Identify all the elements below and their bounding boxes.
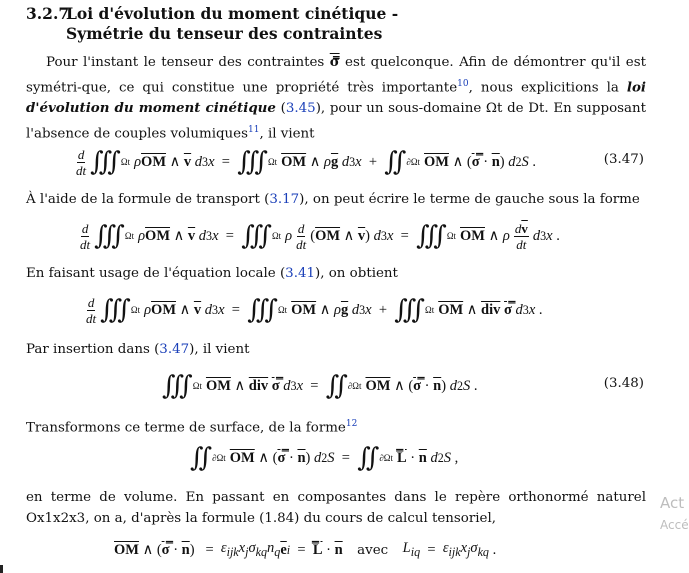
footnote-ref[interactable]: 12 [345, 419, 358, 429]
p5-text: Transformons ce terme de surface, de la forme [26, 420, 346, 436]
equation-local: $\frac{d}{dt}$ ∭ Ωt ρ $\overline{OM}$ ∧ $\overline{v}$ d 3 x = ∭ Ωt $\overline{OM}$ ∧ ρ $\overline{g}$ d 3 x + ∭ Ωt $\overline{OM}$ ∧ $\overline{div}$ σ̿ d 3 x . [86, 294, 543, 326]
equation-number: (3.48) [603, 376, 644, 391]
equation-transport: $\frac{d}{dt}$ ∭ Ωt ρ $\overline{OM}$ ∧ $\overline{v}$ d 3 x = ∭ Ωt ρ $\frac{d}{dt}$ ( $\overline{OM}$ ∧ $\overline{v}$ ) d 3 x = ∭ Ωt $\overline{OM}$ ∧ ρ $\frac{d\overline{v}}{dt}$ d 3 x . [80, 220, 560, 252]
edge-mark [0, 565, 3, 573]
equation-ref[interactable]: 3.45 [285, 101, 316, 117]
equation-ref[interactable]: 3.17 [269, 192, 300, 207]
paragraph-6: en terme de volume. En passant en composantes dans le repère orthonormé naturel Ox1x2x3, on a, d'après la formule (1.84) du cours de calcul tensoriel, [26, 490, 646, 526]
watermark-line2: Accé [660, 518, 689, 532]
section-title-line1: Loi d'évolution du moment cinétique - [66, 4, 399, 23]
p1-text: est quelconque. Afin de démontrer qu'il est symétri-que, ce qui constitue une propriété très importante [26, 55, 646, 95]
section-heading [26, 4, 398, 44]
emphasis-term: loi d'évolution du moment cinétique [26, 78, 646, 117]
p1-text: ), pour un sous-domaine Ωt de Dt. En supposant l'absence de couples volumiques [26, 101, 647, 142]
equation-ref[interactable]: 3.47 [159, 342, 190, 357]
watermark-line1: Act [660, 494, 685, 512]
paragraph-4 [26, 340, 646, 361]
footnote-ref[interactable]: 10 [457, 78, 469, 89]
equation-3-48: ∭ Ωt $\overline{OM}$ ∧ $\overline{div}$ σ̿ d 3 x = ∬ ∂Ωt $\overline{OM}$ ∧ ( σ̿ · $\overline{n}$ ) d 2 S . (3.48) [162, 371, 644, 400]
p1-text: Pour l'instant le tenseur des contraintes [46, 55, 330, 70]
section-number: 3.2.7 [26, 4, 70, 23]
sigma-tensor-symbol: σ̿ [329, 54, 340, 70]
p1-text: ( [275, 101, 286, 117]
equation-number: (3.47) [603, 152, 644, 167]
p1-text: , nous explicitions la [468, 79, 627, 95]
p1-text: , il vient [259, 126, 315, 142]
avec-word: avec [357, 542, 389, 558]
p2-text: À l'aide de la formule de transport ( [26, 192, 270, 207]
equation-surface: ∬ ∂Ωt $\overline{OM}$ ∧ ( σ̿ · $\overline{n}$ ) d 2 S = ∬ ∂Ωt L̿ · $\overline{n}$ d 2 S , [190, 443, 459, 472]
p3-text: En faisant usage de l'équation locale ( [26, 266, 286, 281]
paragraph-3 [26, 264, 646, 285]
footnote-ref[interactable]: 11 [247, 124, 260, 135]
paragraph-2 [26, 190, 646, 211]
p3-text: ), on obtient [315, 266, 398, 281]
p2-text: ), on peut écrire le terme de gauche sous la forme [299, 192, 640, 207]
p4-text: ), il vient [189, 342, 250, 357]
p4-text: Par insertion dans ( [26, 342, 160, 357]
equation-components: $\overline{OM}$ ∧ ( σ̿ · $\overline{n}$ ) = $\varepsilon_{ijk}x_j\sigma_{kq}n_q$ $\overline{e}$ i = L̿ · $\overline{n}$ avec $L_{iq}$ = $\varepsilon_{ijk}x_j\sigma_{kq}$ . [114, 540, 497, 559]
equation-3-47: $\frac{d}{dt}$ ∭ Ωt ρ $\overline{OM}$ ∧ $\overline{v}$ d 3 x = ∭ Ωt $\overline{OM}$ ∧ ρ $\overline{g}$ d 3 x + ∬ ∂Ωt $\overline{OM}$ ∧ ( σ̿ · $\overline{n}$ ) d 2 S . (3.47) [76, 146, 644, 178]
paragraph-1 [26, 52, 646, 145]
equation-ref[interactable]: 3.41 [285, 266, 315, 281]
activate-windows-watermark [660, 492, 689, 536]
section-title-line2: Symétrie du tenseur des contraintes [66, 24, 383, 43]
